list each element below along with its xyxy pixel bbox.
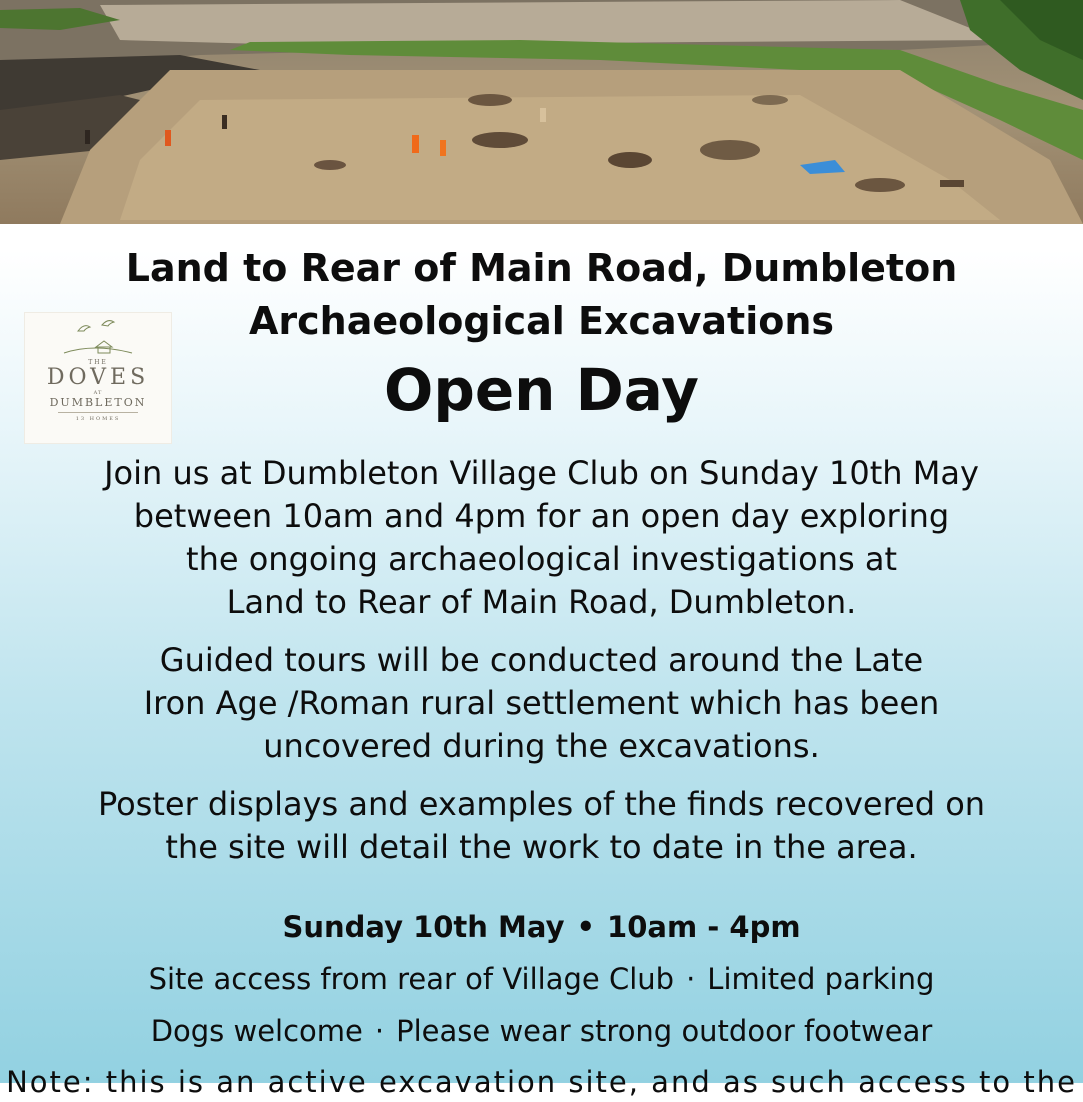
logo-place: DUMBLETON — [49, 396, 147, 409]
separator: · — [374, 1014, 385, 1048]
dogs-footwear-line — [0, 1011, 1083, 1051]
displays-paragraph — [0, 783, 1083, 869]
parking-info: Limited parking — [707, 962, 935, 996]
tours-line: Iron Age /Roman rural settlement which has been — [143, 684, 940, 722]
displays-line: Poster displays and examples of the finds recovered on — [97, 785, 986, 823]
event-time: 10am - 4pm — [607, 910, 801, 944]
logo-at: AT — [93, 390, 103, 396]
dogs-info: Dogs welcome — [150, 1014, 363, 1048]
date-time-line — [0, 907, 1083, 947]
note-line: Note: this is an active excavation site, and as such access to the — [6, 1065, 1077, 1099]
logo-the: THE — [88, 359, 108, 366]
footwear-info: Please wear strong outdoor footwear — [396, 1014, 933, 1048]
intro-line: Join us at Dumbleton Village Club on Sunday 10th May — [104, 454, 979, 492]
logo-name: DOVES — [46, 365, 150, 390]
intro-line: between 10am and 4pm for an open day exploring — [133, 497, 950, 535]
intro-line: the ongoing archaeological investigations at — [186, 540, 897, 578]
access-line — [0, 959, 1083, 999]
excavation-site-image — [0, 0, 1083, 224]
tours-paragraph — [0, 639, 1083, 768]
page-title: Land to Rear of Main Road, Dumbleton — [125, 246, 958, 290]
separator: • — [576, 910, 596, 944]
displays-line: the site will detail the work to date in the area. — [165, 828, 918, 866]
separator: · — [686, 962, 696, 996]
tours-line: Guided tours will be conducted around the Late — [159, 641, 924, 679]
access-info: Site access from rear of Village Club — [148, 962, 675, 996]
logo-tagline: 13 HOMES — [75, 416, 121, 422]
open-day-heading: Open Day — [384, 356, 699, 424]
intro-line: Land to Rear of Main Road, Dumbleton. — [226, 583, 857, 621]
page-subtitle: Archaeological Excavations — [248, 299, 835, 343]
header-photo — [0, 0, 1083, 224]
event-date: Sunday 10th May — [282, 910, 565, 944]
intro-paragraph — [0, 452, 1083, 624]
tours-line: uncovered during the excavations. — [263, 727, 820, 765]
